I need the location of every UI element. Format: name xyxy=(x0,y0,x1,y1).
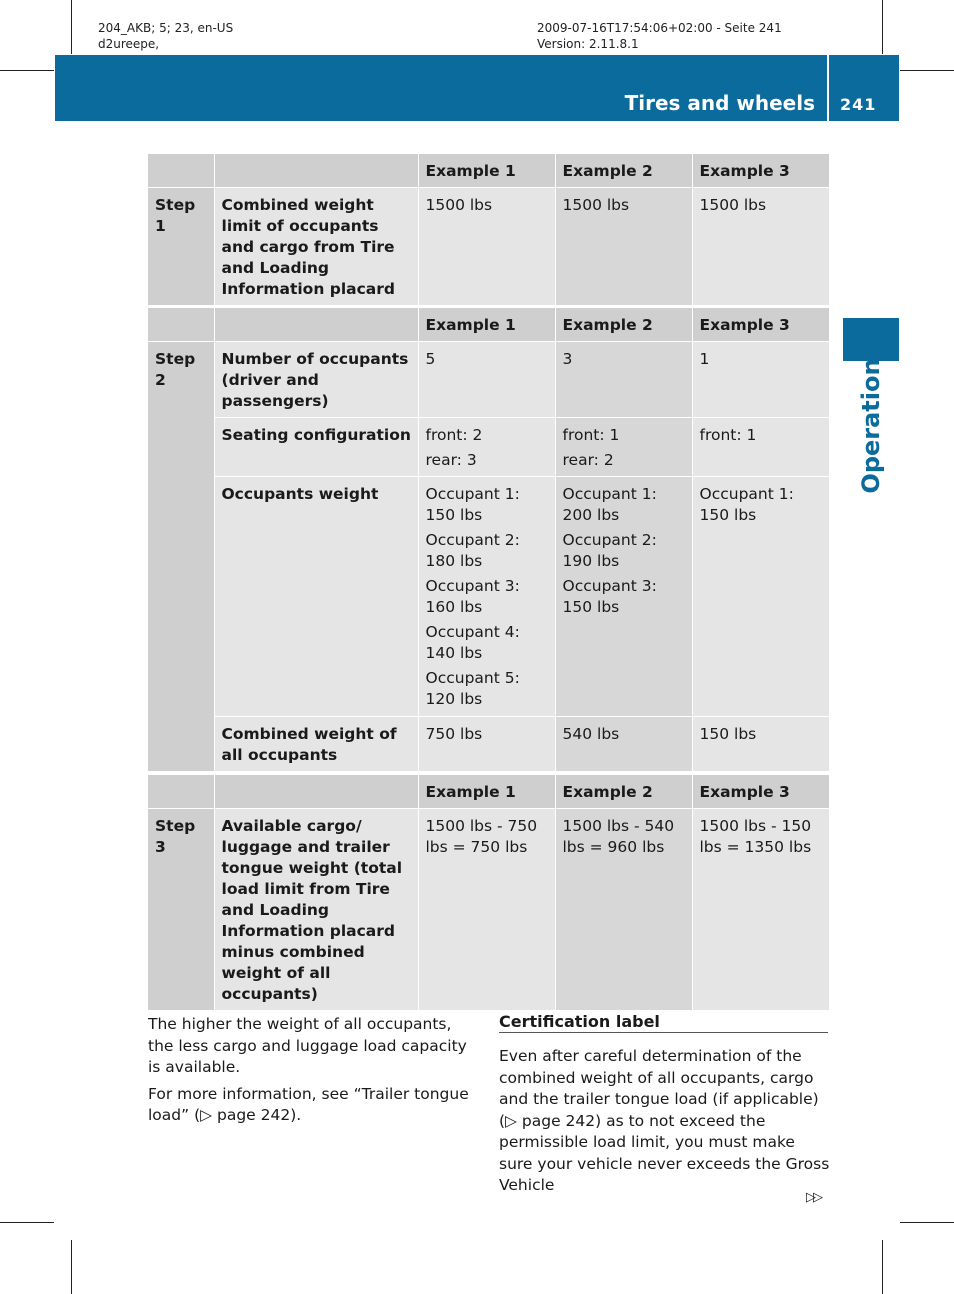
header-example3: Example 3 xyxy=(692,154,829,188)
value-line: Occupant 4: 140 lbs xyxy=(425,623,520,662)
table-header-row xyxy=(148,308,829,342)
left-column-text xyxy=(148,1014,470,1132)
value-cell xyxy=(555,418,692,477)
value-cell: 1500 lbs - 750 lbs = 750 lbs xyxy=(418,809,555,1011)
value-cell: 1500 lbs - 150 lbs = 1350 lbs xyxy=(692,809,829,1011)
row-label: Available cargo/ luggage and trailer tongue weight (total load limit from Tire and Loading Information placard minus combined weight of all occupants) xyxy=(214,809,418,1011)
table-header-row xyxy=(148,775,829,809)
value-cell xyxy=(418,418,555,477)
crop-mark xyxy=(0,70,54,71)
value-line: 3 xyxy=(562,350,573,368)
table-header-row xyxy=(148,154,829,188)
header-cell-empty xyxy=(148,154,214,188)
value-line: front: 1 xyxy=(699,426,757,444)
value-line: 540 lbs xyxy=(562,725,620,743)
page-number: 241 xyxy=(840,95,877,114)
step-label: Step 2 xyxy=(148,342,214,772)
value-cell xyxy=(555,717,692,772)
header-example3: Example 3 xyxy=(692,775,829,809)
value-line: rear: 2 xyxy=(562,451,614,469)
side-tab-marker xyxy=(843,318,899,361)
value-cell xyxy=(555,477,692,717)
value-cell: 1500 lbs - 540 lbs = 960 lbs xyxy=(555,809,692,1011)
side-tab-label: Operation xyxy=(857,358,885,494)
print-meta-line: 204_AKB; 5; 23, en-US xyxy=(98,21,234,35)
print-meta-right xyxy=(537,20,782,52)
page-header xyxy=(55,55,899,121)
crop-mark xyxy=(882,0,883,54)
header-cell-empty xyxy=(214,308,418,342)
row-label: Occupants weight xyxy=(214,477,418,717)
crop-mark xyxy=(0,1222,54,1223)
value-line: 1 xyxy=(699,350,710,368)
print-meta-line: 2009-07-16T17:54:06+02:00 - Seite 241 xyxy=(537,21,782,35)
value-cell xyxy=(418,477,555,717)
print-meta-line: Version: 2.11.8.1 xyxy=(537,37,639,51)
table-row xyxy=(148,342,829,418)
value-line: 750 lbs xyxy=(425,725,483,743)
header-example3: Example 3 xyxy=(692,308,829,342)
value-line: 150 lbs xyxy=(699,725,757,743)
value-cell xyxy=(692,477,829,717)
crop-mark xyxy=(900,70,954,71)
value-line: Occupant 2: 190 lbs xyxy=(562,531,657,570)
certification-heading: Certification label xyxy=(499,1012,828,1033)
body-paragraph: For more information, see “Trailer tongue load” (▷ page 242). xyxy=(148,1084,469,1124)
value-line: front: 2 xyxy=(425,426,483,444)
step2-table xyxy=(148,308,830,772)
header-example1: Example 1 xyxy=(418,775,555,809)
header-cell-empty xyxy=(148,308,214,342)
value-cell: 1500 lbs xyxy=(692,188,829,306)
table-row xyxy=(148,477,829,717)
value-line: Occupant 3: 150 lbs xyxy=(562,577,657,616)
value-line: Occupant 3: 160 lbs xyxy=(425,577,520,616)
table-row xyxy=(148,809,829,1011)
step3-table xyxy=(148,775,830,1011)
value-cell: 1500 lbs xyxy=(555,188,692,306)
header-example2: Example 2 xyxy=(555,775,692,809)
value-line: rear: 3 xyxy=(425,451,477,469)
value-line: Occupant 5: 120 lbs xyxy=(425,669,520,708)
row-label: Combined weight limit of occupants and cargo from Tire and Loading Information placard xyxy=(214,188,418,306)
value-line: Occupant 1: 200 lbs xyxy=(562,485,657,524)
step-label: Step 1 xyxy=(148,188,214,306)
value-line: Occupant 1: 150 lbs xyxy=(425,485,520,524)
step1-table xyxy=(148,154,830,306)
print-meta-left xyxy=(98,20,233,52)
row-label: Number of occupants (driver and passengers) xyxy=(214,342,418,418)
section-title: Tires and wheels xyxy=(624,91,815,115)
crop-mark xyxy=(900,1222,954,1223)
header-cell-empty xyxy=(214,154,418,188)
value-line: Occupant 1: 150 lbs xyxy=(699,485,794,524)
value-cell xyxy=(555,342,692,418)
value-line: front: 1 xyxy=(562,426,620,444)
table-row xyxy=(148,418,829,477)
value-cell xyxy=(692,418,829,477)
step-label: Step 3 xyxy=(148,809,214,1011)
certification-text xyxy=(499,1046,831,1202)
header-example1: Example 1 xyxy=(418,154,555,188)
value-cell xyxy=(418,342,555,418)
crop-mark xyxy=(71,1240,72,1294)
header-example1: Example 1 xyxy=(418,308,555,342)
crop-mark xyxy=(882,1240,883,1294)
header-cell-empty xyxy=(148,775,214,809)
value-line: 5 xyxy=(425,350,436,368)
continue-arrow-icon: ▷▷ xyxy=(806,1190,820,1205)
header-cell-empty xyxy=(214,775,418,809)
body-paragraph: The higher the weight of all occupants, the less cargo and luggage load capacity is available. xyxy=(148,1015,467,1076)
table-row xyxy=(148,717,829,772)
print-meta-line: d2ureepe, xyxy=(98,37,160,51)
value-line: Occupant 2: 180 lbs xyxy=(425,531,520,570)
value-cell xyxy=(692,342,829,418)
header-example2: Example 2 xyxy=(555,154,692,188)
value-cell xyxy=(692,717,829,772)
header-example2: Example 2 xyxy=(555,308,692,342)
crop-mark xyxy=(71,0,72,54)
body-paragraph: Even after careful determination of the combined weight of all occupants, cargo and the trailer tongue load (if applicable) (▷ page 242) as to not exceed the permissible load limit, you must make sure your vehicle never exceeds the Gross Vehicle xyxy=(499,1047,830,1194)
row-label: Combined weight of all occupants xyxy=(214,717,418,772)
row-label: Seating configuration xyxy=(214,418,418,477)
value-cell xyxy=(418,717,555,772)
value-cell: 1500 lbs xyxy=(418,188,555,306)
header-divider xyxy=(827,55,829,121)
table-row xyxy=(148,188,829,306)
